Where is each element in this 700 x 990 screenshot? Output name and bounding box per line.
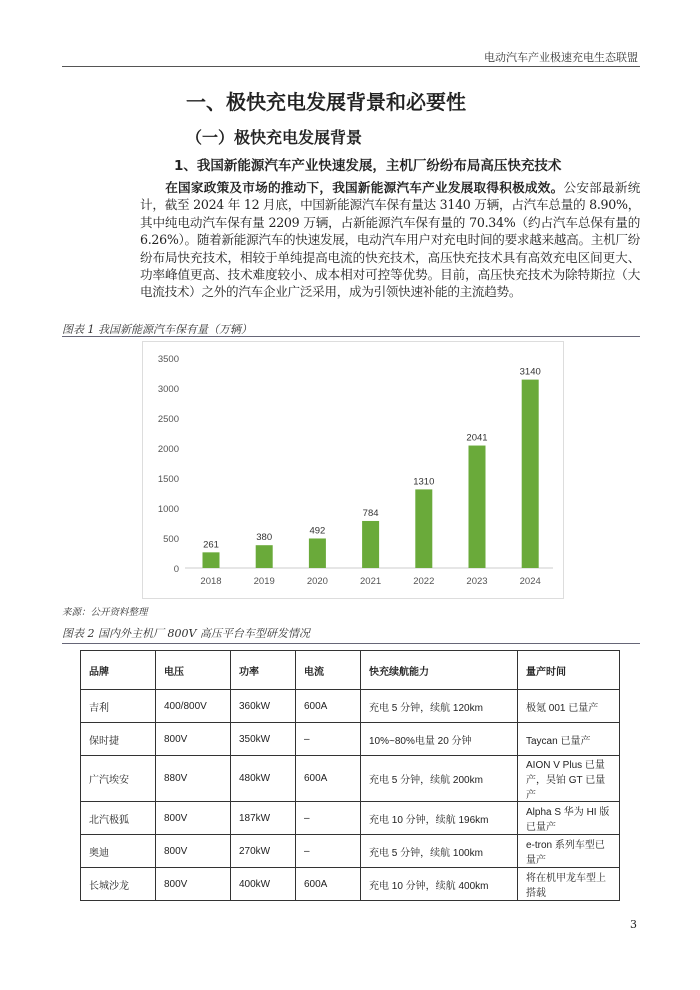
- table-row: [81, 756, 620, 802]
- table-row: [81, 835, 620, 868]
- table-cell: 400kW: [231, 868, 296, 901]
- figure1-caption: 图表 1 我国新能源汽车保有量（万辆）: [62, 323, 252, 336]
- table-cell: –: [296, 802, 361, 835]
- table-cell: 极氪 001 已量产: [518, 690, 620, 723]
- table-cell: 北汽极狐: [81, 802, 156, 835]
- y-tick-label: 500: [163, 534, 179, 545]
- table-cell: –: [296, 723, 361, 756]
- table-cell: 480kW: [231, 756, 296, 802]
- x-tick-label: 2021: [360, 576, 382, 587]
- table-header-row: [81, 651, 620, 690]
- bar: [256, 545, 273, 568]
- table-cell: 360kW: [231, 690, 296, 723]
- table-cell: 800V: [156, 802, 231, 835]
- y-tick-label: 3000: [157, 384, 179, 395]
- chart-svg: [143, 342, 563, 598]
- page-number: 3: [630, 918, 637, 931]
- table-cell: 吉利: [81, 690, 156, 723]
- bar: [522, 380, 539, 568]
- bar-chart: [142, 341, 564, 599]
- data-label: 380: [256, 532, 273, 544]
- table-cell: 充电 5 分钟，续航 200km: [361, 756, 518, 802]
- subsection-heading: （一）极快充电发展背景: [186, 128, 363, 147]
- table-cell: 400/800V: [156, 690, 231, 723]
- table-cell: 充电 5 分钟，续航 100km: [361, 835, 518, 868]
- table-row: [81, 802, 620, 835]
- x-tick-label: 2018: [200, 576, 222, 587]
- data-label: 1310: [413, 476, 435, 488]
- y-tick-label: 2500: [157, 414, 179, 425]
- data-label: 2041: [466, 432, 488, 444]
- data-label: 784: [362, 507, 379, 519]
- column-header: 电压: [156, 651, 231, 690]
- y-tick-label: 3500: [157, 354, 179, 365]
- table-cell: Taycan 已量产: [518, 723, 620, 756]
- sub-subsection-heading: 1、我国新能源汽车产业快速发展，主机厂纷纷布局高压快充技术: [174, 158, 562, 174]
- bar: [469, 446, 486, 568]
- table-cell: 600A: [296, 756, 361, 802]
- table-cell: Alpha S 华为 HI 版已量产: [518, 802, 620, 835]
- table-cell: 270kW: [231, 835, 296, 868]
- x-tick-label: 2019: [253, 576, 275, 587]
- table-cell: 800V: [156, 835, 231, 868]
- bar: [309, 538, 326, 568]
- table-cell: 充电 5 分钟，续航 120km: [361, 690, 518, 723]
- table-cell: AION V Plus 已量产，昊铂 GT 已量产: [518, 756, 620, 802]
- header-rule: [62, 66, 640, 67]
- column-header: 量产时间: [518, 651, 620, 690]
- table-row: [81, 868, 620, 901]
- paragraph-lead: 在国家政策及市场的推动下，我国新能源汽车产业发展取得积极成效。: [165, 180, 564, 195]
- x-tick-label: 2020: [306, 576, 328, 587]
- table-cell: 奥迪: [81, 835, 156, 868]
- table-cell: 广汽埃安: [81, 756, 156, 802]
- table-cell: 600A: [296, 690, 361, 723]
- table-cell: 350kW: [231, 723, 296, 756]
- table-row: [81, 690, 620, 723]
- data-label: 492: [309, 525, 326, 537]
- x-tick-label: 2022: [413, 576, 435, 587]
- y-tick-label: 1500: [157, 474, 179, 485]
- oem-800v-table: [80, 650, 620, 901]
- x-tick-label: 2023: [466, 576, 488, 587]
- table-cell: 充电 10 分钟，续航 400km: [361, 868, 518, 901]
- table-cell: 充电 10 分钟，续航 196km: [361, 802, 518, 835]
- y-tick-label: 1000: [157, 504, 179, 515]
- table-cell: 保时捷: [81, 723, 156, 756]
- table-cell: e-tron 系列车型已量产: [518, 835, 620, 868]
- body-paragraph: [140, 179, 640, 301]
- table-row: [81, 723, 620, 756]
- x-tick-label: 2024: [519, 576, 541, 587]
- bar: [362, 521, 379, 568]
- table-cell: 10%~80%电量 20 分钟: [361, 723, 518, 756]
- column-header: 电流: [296, 651, 361, 690]
- table-cell: 187kW: [231, 802, 296, 835]
- caption-rule: [62, 336, 640, 337]
- table-cell: 880V: [156, 756, 231, 802]
- figure1-source: 来源：公开资料整理: [62, 607, 148, 618]
- bar: [415, 489, 432, 568]
- table-cell: 800V: [156, 868, 231, 901]
- data-label: 261: [203, 539, 219, 551]
- table-cell: 长城沙龙: [81, 868, 156, 901]
- y-tick-label: 2000: [157, 444, 179, 455]
- column-header: 品牌: [81, 651, 156, 690]
- caption-rule: [62, 643, 640, 644]
- paragraph-text: 公安部最新统计，截至 2024 年 12 月底，中国新能源汽车保有量达 3140 万辆，占汽车总量的 8.90%，其中纯电动汽车保有量 2209 万辆，占新能源汽车保有量的 70.34%（约占汽车总保有量的 6.26%）。随着新能源汽车的快速发展，电动汽车用户对充电时间的要求越来越高。主机厂纷纷布局快充技术，相较于单纯提高电流的快充技术，高压快充技术具有高效充电区间更大、功率峰值更高、技术难度较小、成本相对可控等优势。目前，高压快充技术为除特斯拉（大电流技术）之外的汽车企业广泛采用，成为引领快速补能的主流趋势。: [140, 180, 641, 300]
- running-header: 电动汽车产业极速充电生态联盟: [484, 51, 638, 64]
- bar: [203, 552, 220, 568]
- column-header: 快充续航能力: [361, 651, 518, 690]
- table-cell: –: [296, 835, 361, 868]
- figure2-caption: 图表 2 国内外主机厂 800V 高压平台车型研发情况: [62, 627, 310, 640]
- y-tick-label: 0: [173, 564, 179, 575]
- section-heading: 一、极快充电发展背景和必要性: [186, 90, 466, 114]
- table-cell: 800V: [156, 723, 231, 756]
- column-header: 功率: [231, 651, 296, 690]
- table-cell: 将在机甲龙车型上搭载: [518, 868, 620, 901]
- table-cell: 600A: [296, 868, 361, 901]
- data-label: 3140: [519, 366, 541, 378]
